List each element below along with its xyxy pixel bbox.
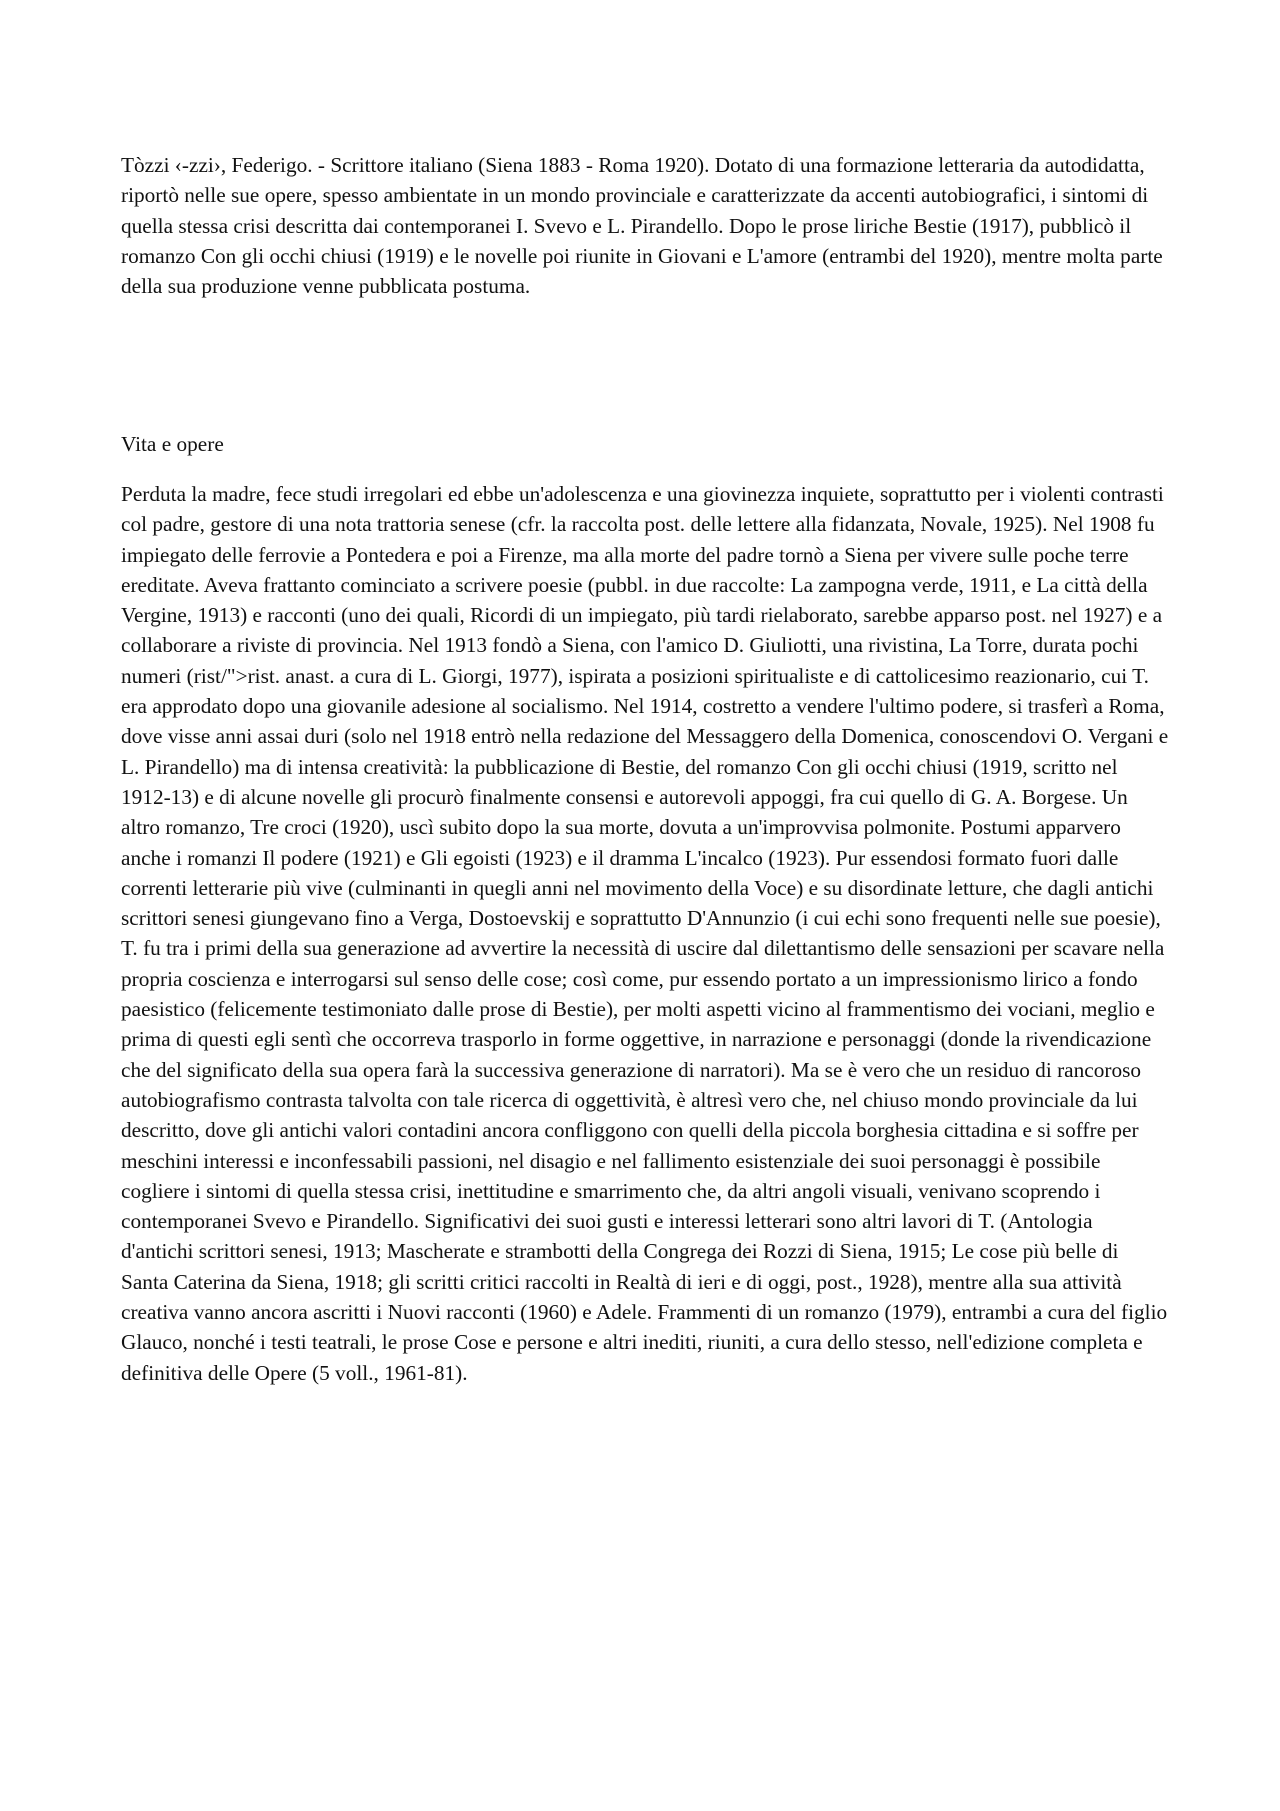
body-paragraph: Perduta la madre, fece studi irregolari ed ebbe un'adolescenza e una giovinezza inquiete, soprattutto per i violenti contrasti col padre, gestore di una nota trattoria senese (cfr. la raccolta post. delle lettere alla fidanzata, Novale, 1925). Nel 1908 fu impiegato delle ferrovie a Pontedera e poi a Firenze, ma alla morte del padre tornò a Siena per vivere sulle poche terre ereditate. Aveva frattanto cominciato a scrivere poesie (pubbl. in due raccolte: La zampogna verde, 1911, e La città della Vergine, 1913) e racconti (uno dei quali, Ricordi di un impiegato, più tardi rielaborato, sarebbe apparso post. nel 1927) e a collaborare a riviste di provincia. Nel 1913 fondò a Siena, con l'amico D. Giuliotti, una rivistina, La Torre, durata pochi numeri (rist/">rist. anast. a cura di L. Giorgi, 1977), ispirata a posizioni spiritualiste e di cattolicesimo reazionario, cui T. era approdato dopo una giovanile adesione al socialismo. Nel 1914, costretto a vendere l'ultimo podere, si trasferì a Roma, dove visse anni assai duri (solo nel 1918 entrò nella redazione del Messaggero della Domenica, conoscendovi O. Vergani e L. Pirandello) ma di intensa creatività: la pubblicazione di Bestie, del romanzo Con gli occhi chiusi (1919, scritto nel 1912-13) e di alcune novelle gli procurò finalmente consensi e autorevoli appoggi, fra cui quello di G. A. Borgese. Un altro romanzo, Tre croci (1920), uscì subito dopo la sua morte, dovuta a un'improvvisa polmonite. Postumi apparvero anche i romanzi Il podere (1921) e Gli egoisti (1923) e il dramma L'incalco (1923). Pur essendosi formato fuori dalle correnti letterarie più vive (culminanti in quegli anni nel movimento della Voce) e su disordinate letture, che dagli antichi scrittori senesi giungevano fino a Verga, Dostoevskij e soprattutto D'Annunzio (i cui echi sono frequenti nelle sue poesie), T. fu tra i primi della sua generazione ad avvertire la necessità di uscire dal dilettantismo delle sensazioni per scavare nella propria coscienza e interrogarsi sul senso delle cose; così come, pur essendo portato a un impressionismo lirico a fondo paesistico (felicemente testimoniato dalle prose di Bestie), per molti aspetti vicino al frammentismo dei vociani, meglio e prima di questi egli sentì che occorreva trasporlo in forme oggettive, in narrazione e personaggi (donde la rivendicazione che del significato della sua opera farà la successiva generazione di narratori). Ma se è vero che un residuo di rancoroso autobiografismo contrasta talvolta con tale ricerca di oggettività, è altresì vero che, nel chiuso mondo provinciale da lui descritto, dove gli antichi valori contadini ancora confliggono con quelli della piccola borghesia cittadina e si soffre per meschini interessi e inconfessabili passioni, nel disagio e nel fallimento esistenziale dei suoi personaggi è possibile cogliere i sintomi di quella stessa crisi, inettitudine e smarrimento che, da altri angoli visuali, venivano scoprendo i contemporanei Svevo e Pirandello. Significativi dei suoi gusti e interessi letterari sono altri lavori di T. (Antologia d'antichi scrittori senesi, 1913; Mascherate e strambotti della Congrega dei Rozzi di Siena, 1915; Le cose più belle di Santa Caterina da Siena, 1918; gli scritti critici raccolti in Realtà di ieri e di oggi, post., 1928), mentre alla sua attività creativa vanno ancora ascritti i Nuovi racconti (1960) e Adele. Frammenti di un romanzo (1979), entrambi a cura del figlio Glauco, nonché i testi teatrali, le prose Cose e persone e altri inediti, riuniti, a cura dello stesso, nell'edizione completa e definitiva delle Opere (5 voll., 1961-81). xyxy=(121,482,1169,1385)
intro-paragraph: Tòzzi ‹-zzi›, Federigo. - Scrittore italiano (Siena 1883 - Roma 1920). Dotato di una formazione letteraria da autodidatta, riportò nelle sue opere, spesso ambientate in un mondo provinciale e caratterizzate da accenti autobiografici, i sintomi di quella stessa crisi descritta dai contemporanei I. Svevo e L. Pirandello. Dopo le prose liriche Bestie (1917), pubblicò il romanzo Con gli occhi chiusi (1919) e le novelle poi riunite in Giovani e L'amore (entrambi del 1920), mentre molta parte della sua produzione venne pubblicata postuma. xyxy=(121,153,1163,299)
section-heading: Vita e opere xyxy=(121,432,224,456)
